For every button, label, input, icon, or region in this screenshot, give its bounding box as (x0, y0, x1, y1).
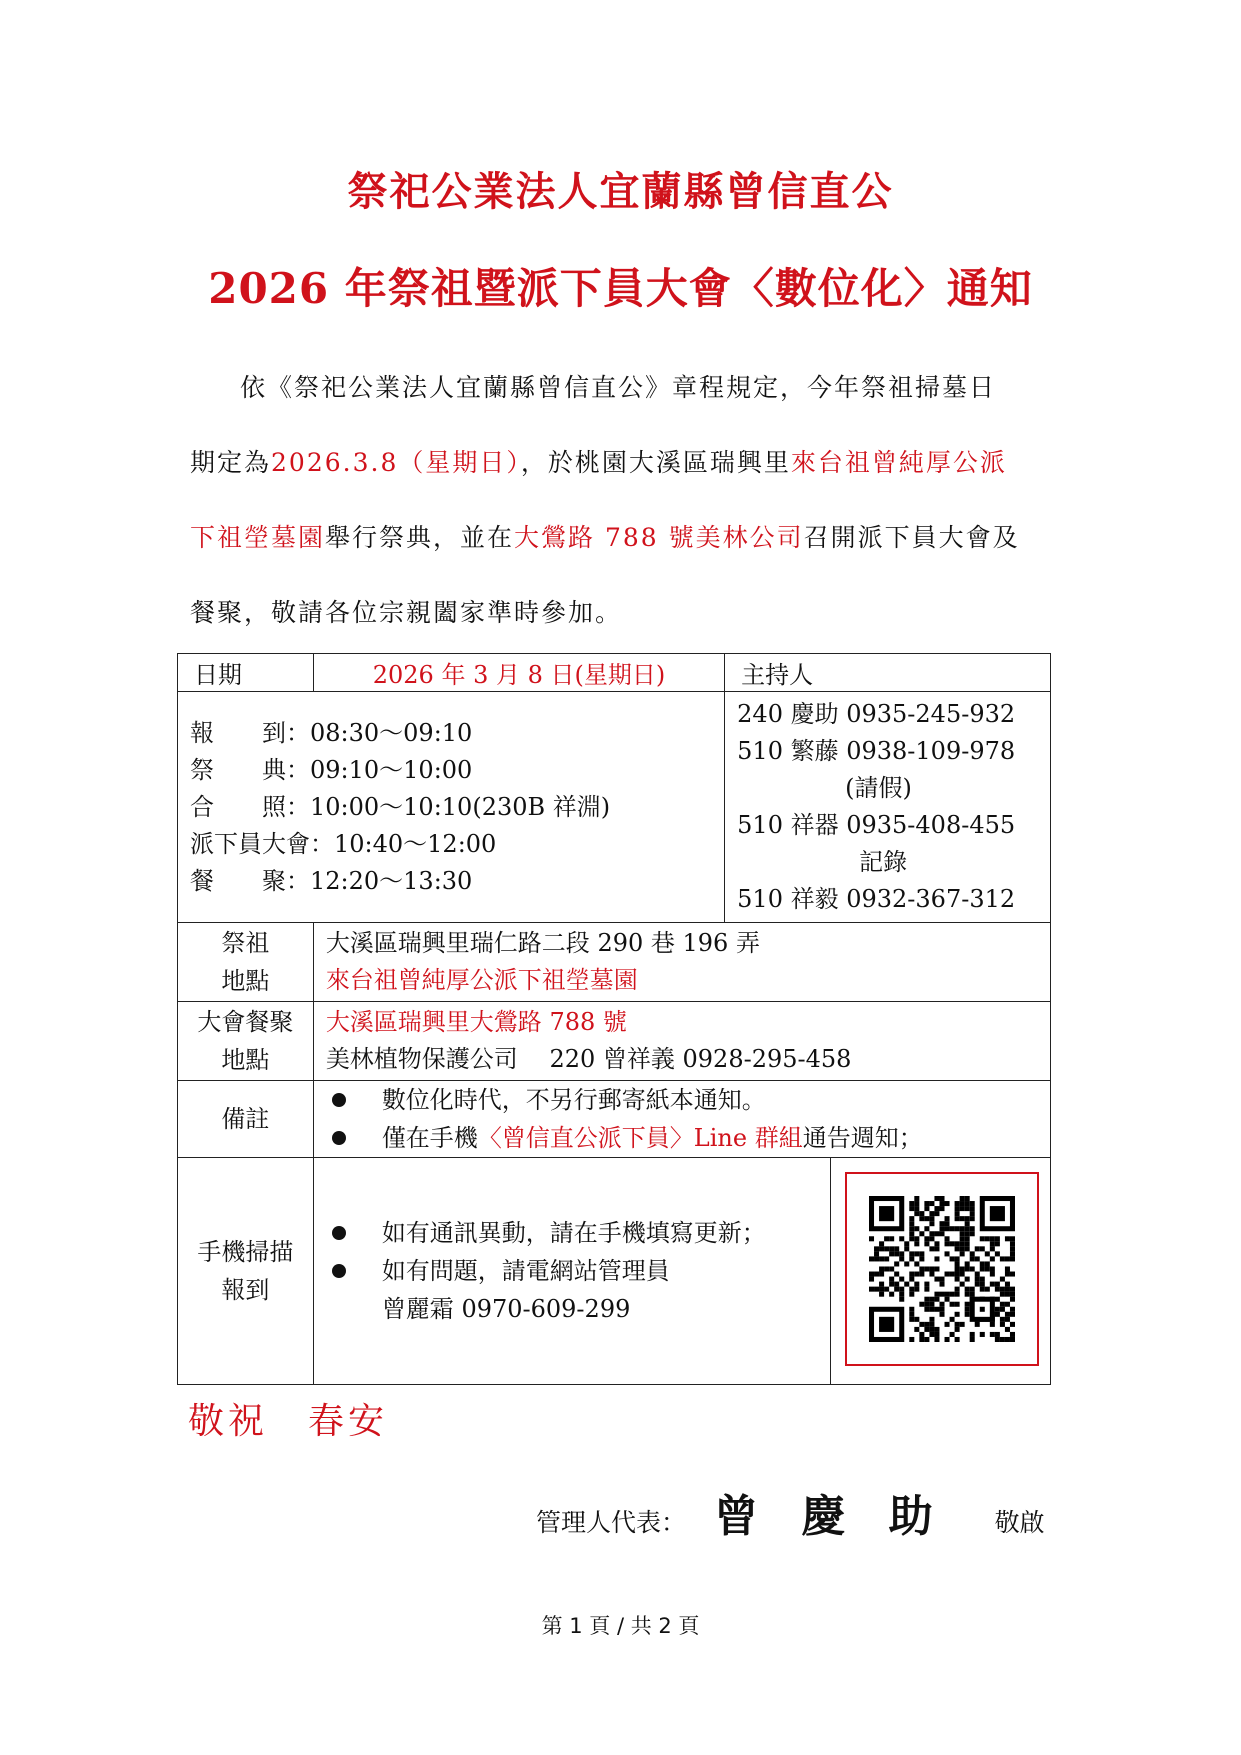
intro-text: 召開派下員大會及 (803, 523, 1020, 552)
schedule-item: 報 到：08:30～09:10 (190, 718, 473, 747)
host-list (725, 692, 1051, 923)
host-item: 510 繁藤 0938-109-978 (737, 737, 1016, 765)
host-note: 記錄 (859, 848, 908, 876)
qr-cell (831, 1158, 1051, 1385)
signature-name: 曾 慶 助 (714, 1491, 947, 1542)
cemetery-highlight: 來台祖曾純厚公派 (790, 448, 1007, 477)
date-value: 2026 年 3 月 8 日(星期日) (313, 654, 724, 692)
signature-closing: 敬啟 (994, 1508, 1045, 1537)
line-group-highlight: 〈曾信直公派下員〉Line 群組 (477, 1124, 803, 1152)
notes-label: 備註 (178, 1081, 314, 1158)
meeting-location-label: 大會餐聚 地點 (178, 1002, 314, 1081)
date-label: 日期 (178, 654, 314, 692)
page-footer: 第 1 頁 / 共 2 頁 (541, 1614, 700, 1638)
scan-item: 曾麗霜 0970-609-299 (381, 1295, 631, 1323)
intro-text: 舉行祭典，並在 (325, 523, 515, 552)
scan-instructions (313, 1158, 830, 1385)
signature-line (536, 1480, 1045, 1544)
intro-text: 期定為 (190, 448, 272, 477)
signature-label: 管理人代表： (536, 1508, 687, 1537)
host-label: 主持人 (725, 654, 1051, 692)
intro-line-4: 餐聚，敬請各位宗親闔家準時參加。 (190, 598, 623, 627)
notes (313, 1081, 1050, 1158)
schedule-item: 合 照：10:00～10:10(230B 祥淵) (190, 792, 611, 821)
cemetery-highlight: 下祖塋墓園 (190, 523, 326, 552)
schedule-item: 派下員大會：10:40～12:00 (190, 829, 497, 858)
qr-frame (845, 1172, 1039, 1366)
event-date-highlight: 2026.3.8（星期日） (271, 448, 521, 477)
closing-greeting: 敬祝 春安 (188, 1401, 389, 1442)
schedule-item: 祭 典：09:10～10:00 (190, 755, 473, 784)
scan-item: 如有問題，請電網站管理員 (320, 1252, 824, 1290)
intro-text: ，於桃園大溪區瑞興里 (520, 448, 791, 477)
schedule-item: 餐 聚：12:20～13:30 (190, 866, 473, 895)
intro-paragraph (190, 350, 1060, 650)
host-item: 240 慶助 0935-245-932 (737, 700, 1016, 728)
scan-label: 手機掃描 報到 (178, 1158, 314, 1385)
bullet-icon (332, 1131, 346, 1145)
host-item: 510 祥毅 0932-367-312 (737, 885, 1016, 913)
meeting-address: 大溪區瑞興里大鶯路 788 號 (325, 1008, 627, 1036)
ceremony-location (313, 923, 1050, 1002)
note-item: 數位化時代，不另行郵寄紙本通知。 (320, 1081, 1044, 1119)
bullet-icon (332, 1264, 346, 1278)
meeting-contact: 美林植物保護公司 220 曾祥義 0928-295-458 (325, 1045, 852, 1073)
bullet-icon (332, 1093, 346, 1107)
meeting-location (313, 1002, 1050, 1081)
intro-line-2 (190, 425, 1060, 500)
notice-title: 2026 年祭祖暨派下員大會〈數位化〉通知 (208, 264, 1033, 313)
event-info-table (177, 653, 1051, 1385)
schedule-list (178, 692, 725, 923)
venue-highlight: 大鶯路 788 號美林公司 (514, 523, 804, 552)
intro-line-3 (190, 500, 1060, 575)
intro-line-1: 依《祭祀公業法人宜蘭縣曾信直公》章程規定，今年祭祖掃墓日 (240, 373, 997, 402)
host-item: 510 祥器 0935-408-455 (737, 811, 1016, 839)
ceremony-place: 來台祖曾純厚公派下祖塋墓園 (325, 966, 638, 994)
qr-code-icon[interactable] (869, 1196, 1015, 1342)
scan-item: 如有通訊異動，請在手機填寫更新； (320, 1214, 824, 1252)
organization-title: 祭祀公業法人宜蘭縣曾信直公 (347, 168, 894, 215)
ceremony-address: 大溪區瑞興里瑞仁路二段 290 巷 196 弄 (325, 929, 760, 957)
bullet-icon (332, 1226, 346, 1240)
ceremony-location-label: 祭祖 地點 (178, 923, 314, 1002)
note-item: 僅在手機 〈曾信直公派下員〉Line 群組 通告週知； (320, 1119, 1044, 1157)
host-note: (請假) (845, 774, 912, 802)
